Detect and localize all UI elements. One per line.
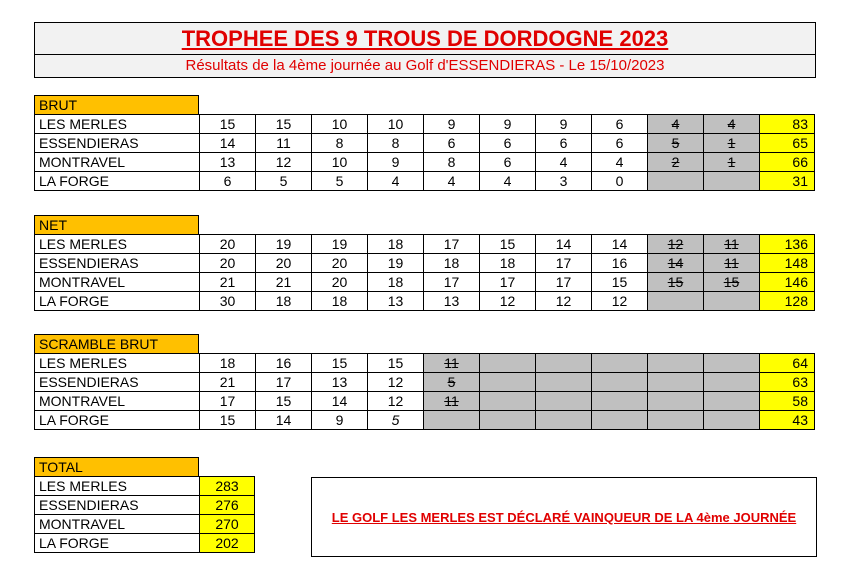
score-cell: 4 xyxy=(648,115,704,134)
score-cell: 5 xyxy=(648,134,704,153)
score-cell xyxy=(480,354,536,373)
score-cell xyxy=(592,373,648,392)
score-cell: 18 xyxy=(368,273,424,292)
table-row xyxy=(35,373,815,392)
score-cell: 21 xyxy=(200,273,256,292)
club-name: MONTRAVEL xyxy=(35,515,200,534)
section-block xyxy=(34,334,815,430)
score-cell: 11 xyxy=(256,134,312,153)
table-row xyxy=(35,354,815,373)
score-cell: 6 xyxy=(592,134,648,153)
score-cell xyxy=(536,392,592,411)
score-cell: 14 xyxy=(256,411,312,430)
score-cell: 10 xyxy=(368,115,424,134)
score-cell xyxy=(592,392,648,411)
score-cell: 8 xyxy=(424,153,480,172)
score-cell: 6 xyxy=(536,134,592,153)
title-box xyxy=(34,22,816,78)
row-total: 83 xyxy=(760,115,815,134)
club-name: LES MERLES xyxy=(35,235,200,254)
table-row xyxy=(35,235,815,254)
page-title: TROPHEE DES 9 TROUS DE DORDOGNE 2023 xyxy=(35,23,815,55)
score-cell: 14 xyxy=(312,392,368,411)
score-cell: 9 xyxy=(312,411,368,430)
score-cell: 1 xyxy=(704,153,760,172)
section-table xyxy=(34,353,815,430)
club-name: LA FORGE xyxy=(35,172,200,191)
score-cell: 16 xyxy=(256,354,312,373)
score-cell xyxy=(480,373,536,392)
club-name: ESSENDIERAS xyxy=(35,134,200,153)
row-total: 31 xyxy=(760,172,815,191)
winner-banner: LE GOLF LES MERLES EST DÉCLARÉ VAINQUEUR DE LA 4ème JOURNÉE xyxy=(311,477,817,557)
section-table xyxy=(34,234,815,311)
score-cell: 13 xyxy=(312,373,368,392)
row-total: 63 xyxy=(760,373,815,392)
score-cell xyxy=(648,354,704,373)
score-cell xyxy=(704,373,760,392)
section-header: NET xyxy=(34,215,199,234)
row-total: 64 xyxy=(760,354,815,373)
score-cell: 11 xyxy=(704,254,760,273)
table-row xyxy=(35,134,815,153)
score-cell: 4 xyxy=(368,172,424,191)
score-cell: 17 xyxy=(200,392,256,411)
score-cell: 12 xyxy=(648,235,704,254)
club-name: LES MERLES xyxy=(35,477,200,496)
table-row xyxy=(35,273,815,292)
score-cell: 1 xyxy=(704,134,760,153)
score-cell xyxy=(648,373,704,392)
score-cell: 12 xyxy=(536,292,592,311)
club-name: ESSENDIERAS xyxy=(35,254,200,273)
score-cell: 15 xyxy=(200,411,256,430)
row-total: 146 xyxy=(760,273,815,292)
score-cell: 10 xyxy=(312,153,368,172)
table-row xyxy=(35,534,255,553)
score-cell xyxy=(592,411,648,430)
club-name: MONTRAVEL xyxy=(35,392,200,411)
score-cell: 6 xyxy=(480,134,536,153)
score-cell xyxy=(704,172,760,191)
row-total: 43 xyxy=(760,411,815,430)
club-name: ESSENDIERAS xyxy=(35,373,200,392)
score-cell xyxy=(592,354,648,373)
score-cell xyxy=(424,411,480,430)
table-row xyxy=(35,515,255,534)
club-name: MONTRAVEL xyxy=(35,153,200,172)
score-cell: 18 xyxy=(256,292,312,311)
score-cell xyxy=(648,292,704,311)
score-cell: 12 xyxy=(480,292,536,311)
score-cell: 18 xyxy=(424,254,480,273)
score-cell: 17 xyxy=(536,273,592,292)
table-row xyxy=(35,172,815,191)
totals-header: TOTAL xyxy=(34,457,199,476)
score-cell: 12 xyxy=(368,392,424,411)
score-cell: 11 xyxy=(424,392,480,411)
score-cell: 12 xyxy=(368,373,424,392)
row-total: 65 xyxy=(760,134,815,153)
score-cell: 5 xyxy=(256,172,312,191)
score-cell: 3 xyxy=(536,172,592,191)
grand-total: 276 xyxy=(200,496,255,515)
table-row xyxy=(35,115,815,134)
score-cell xyxy=(536,411,592,430)
score-cell: 10 xyxy=(312,115,368,134)
grand-total: 202 xyxy=(200,534,255,553)
score-cell: 15 xyxy=(256,115,312,134)
score-cell: 14 xyxy=(536,235,592,254)
score-cell: 4 xyxy=(592,153,648,172)
row-total: 148 xyxy=(760,254,815,273)
table-row xyxy=(35,411,815,430)
score-cell xyxy=(704,292,760,311)
score-cell: 13 xyxy=(424,292,480,311)
score-cell: 5 xyxy=(312,172,368,191)
score-cell xyxy=(648,392,704,411)
score-cell: 17 xyxy=(480,273,536,292)
club-name: LA FORGE xyxy=(35,292,200,311)
score-cell: 14 xyxy=(200,134,256,153)
score-cell: 17 xyxy=(424,235,480,254)
score-cell xyxy=(536,354,592,373)
score-cell: 17 xyxy=(536,254,592,273)
score-cell: 21 xyxy=(200,373,256,392)
table-row xyxy=(35,153,815,172)
section-block xyxy=(34,215,815,311)
score-cell: 20 xyxy=(256,254,312,273)
score-cell: 14 xyxy=(592,235,648,254)
score-cell: 8 xyxy=(312,134,368,153)
grand-total: 270 xyxy=(200,515,255,534)
score-cell xyxy=(704,411,760,430)
score-cell: 4 xyxy=(480,172,536,191)
score-cell: 5 xyxy=(368,411,424,430)
score-cell: 6 xyxy=(480,153,536,172)
score-cell: 4 xyxy=(536,153,592,172)
score-cell: 17 xyxy=(256,373,312,392)
score-cell: 13 xyxy=(368,292,424,311)
score-cell: 11 xyxy=(704,235,760,254)
score-cell: 6 xyxy=(200,172,256,191)
club-name: LA FORGE xyxy=(35,411,200,430)
score-cell: 21 xyxy=(256,273,312,292)
score-cell: 15 xyxy=(704,273,760,292)
table-row xyxy=(35,292,815,311)
score-cell: 2 xyxy=(648,153,704,172)
score-cell: 19 xyxy=(312,235,368,254)
section-table xyxy=(34,114,815,191)
club-name: LES MERLES xyxy=(35,115,200,134)
table-row xyxy=(35,496,255,515)
score-cell: 8 xyxy=(368,134,424,153)
totals-block xyxy=(34,457,255,553)
score-cell: 19 xyxy=(368,254,424,273)
section-header: BRUT xyxy=(34,95,199,114)
row-total: 136 xyxy=(760,235,815,254)
score-cell: 9 xyxy=(536,115,592,134)
score-cell xyxy=(704,354,760,373)
score-cell: 18 xyxy=(368,235,424,254)
score-cell: 20 xyxy=(312,254,368,273)
club-name: LES MERLES xyxy=(35,354,200,373)
grand-total: 283 xyxy=(200,477,255,496)
score-cell: 13 xyxy=(200,153,256,172)
score-cell: 6 xyxy=(424,134,480,153)
score-cell: 20 xyxy=(200,254,256,273)
club-name: LA FORGE xyxy=(35,534,200,553)
score-cell: 17 xyxy=(424,273,480,292)
score-cell: 12 xyxy=(256,153,312,172)
score-cell: 30 xyxy=(200,292,256,311)
score-cell: 5 xyxy=(424,373,480,392)
row-total: 58 xyxy=(760,392,815,411)
score-cell: 0 xyxy=(592,172,648,191)
row-total: 128 xyxy=(760,292,815,311)
score-cell: 12 xyxy=(592,292,648,311)
score-cell xyxy=(480,392,536,411)
score-cell: 4 xyxy=(704,115,760,134)
score-cell xyxy=(536,373,592,392)
score-cell: 15 xyxy=(480,235,536,254)
score-cell: 9 xyxy=(480,115,536,134)
score-cell: 9 xyxy=(424,115,480,134)
club-name: ESSENDIERAS xyxy=(35,496,200,515)
score-cell: 15 xyxy=(200,115,256,134)
score-cell: 18 xyxy=(200,354,256,373)
score-cell: 4 xyxy=(424,172,480,191)
score-cell xyxy=(648,172,704,191)
score-cell xyxy=(704,392,760,411)
row-total: 66 xyxy=(760,153,815,172)
section-block xyxy=(34,95,815,191)
score-cell: 18 xyxy=(480,254,536,273)
table-row xyxy=(35,254,815,273)
section-header: SCRAMBLE BRUT xyxy=(34,334,199,353)
score-cell: 15 xyxy=(592,273,648,292)
score-cell: 6 xyxy=(592,115,648,134)
club-name: MONTRAVEL xyxy=(35,273,200,292)
score-cell: 19 xyxy=(256,235,312,254)
score-cell xyxy=(648,411,704,430)
score-cell: 15 xyxy=(312,354,368,373)
score-cell: 15 xyxy=(648,273,704,292)
score-cell: 14 xyxy=(648,254,704,273)
score-cell: 18 xyxy=(312,292,368,311)
score-cell: 15 xyxy=(256,392,312,411)
score-cell: 16 xyxy=(592,254,648,273)
score-cell: 20 xyxy=(312,273,368,292)
score-cell: 9 xyxy=(368,153,424,172)
score-cell: 20 xyxy=(200,235,256,254)
page-subtitle: Résultats de la 4ème journée au Golf d'ESSENDIERAS - Le 15/10/2023 xyxy=(185,57,665,74)
score-cell xyxy=(480,411,536,430)
totals-table xyxy=(34,476,255,553)
table-row xyxy=(35,392,815,411)
score-cell: 11 xyxy=(424,354,480,373)
table-row xyxy=(35,477,255,496)
score-cell: 15 xyxy=(368,354,424,373)
